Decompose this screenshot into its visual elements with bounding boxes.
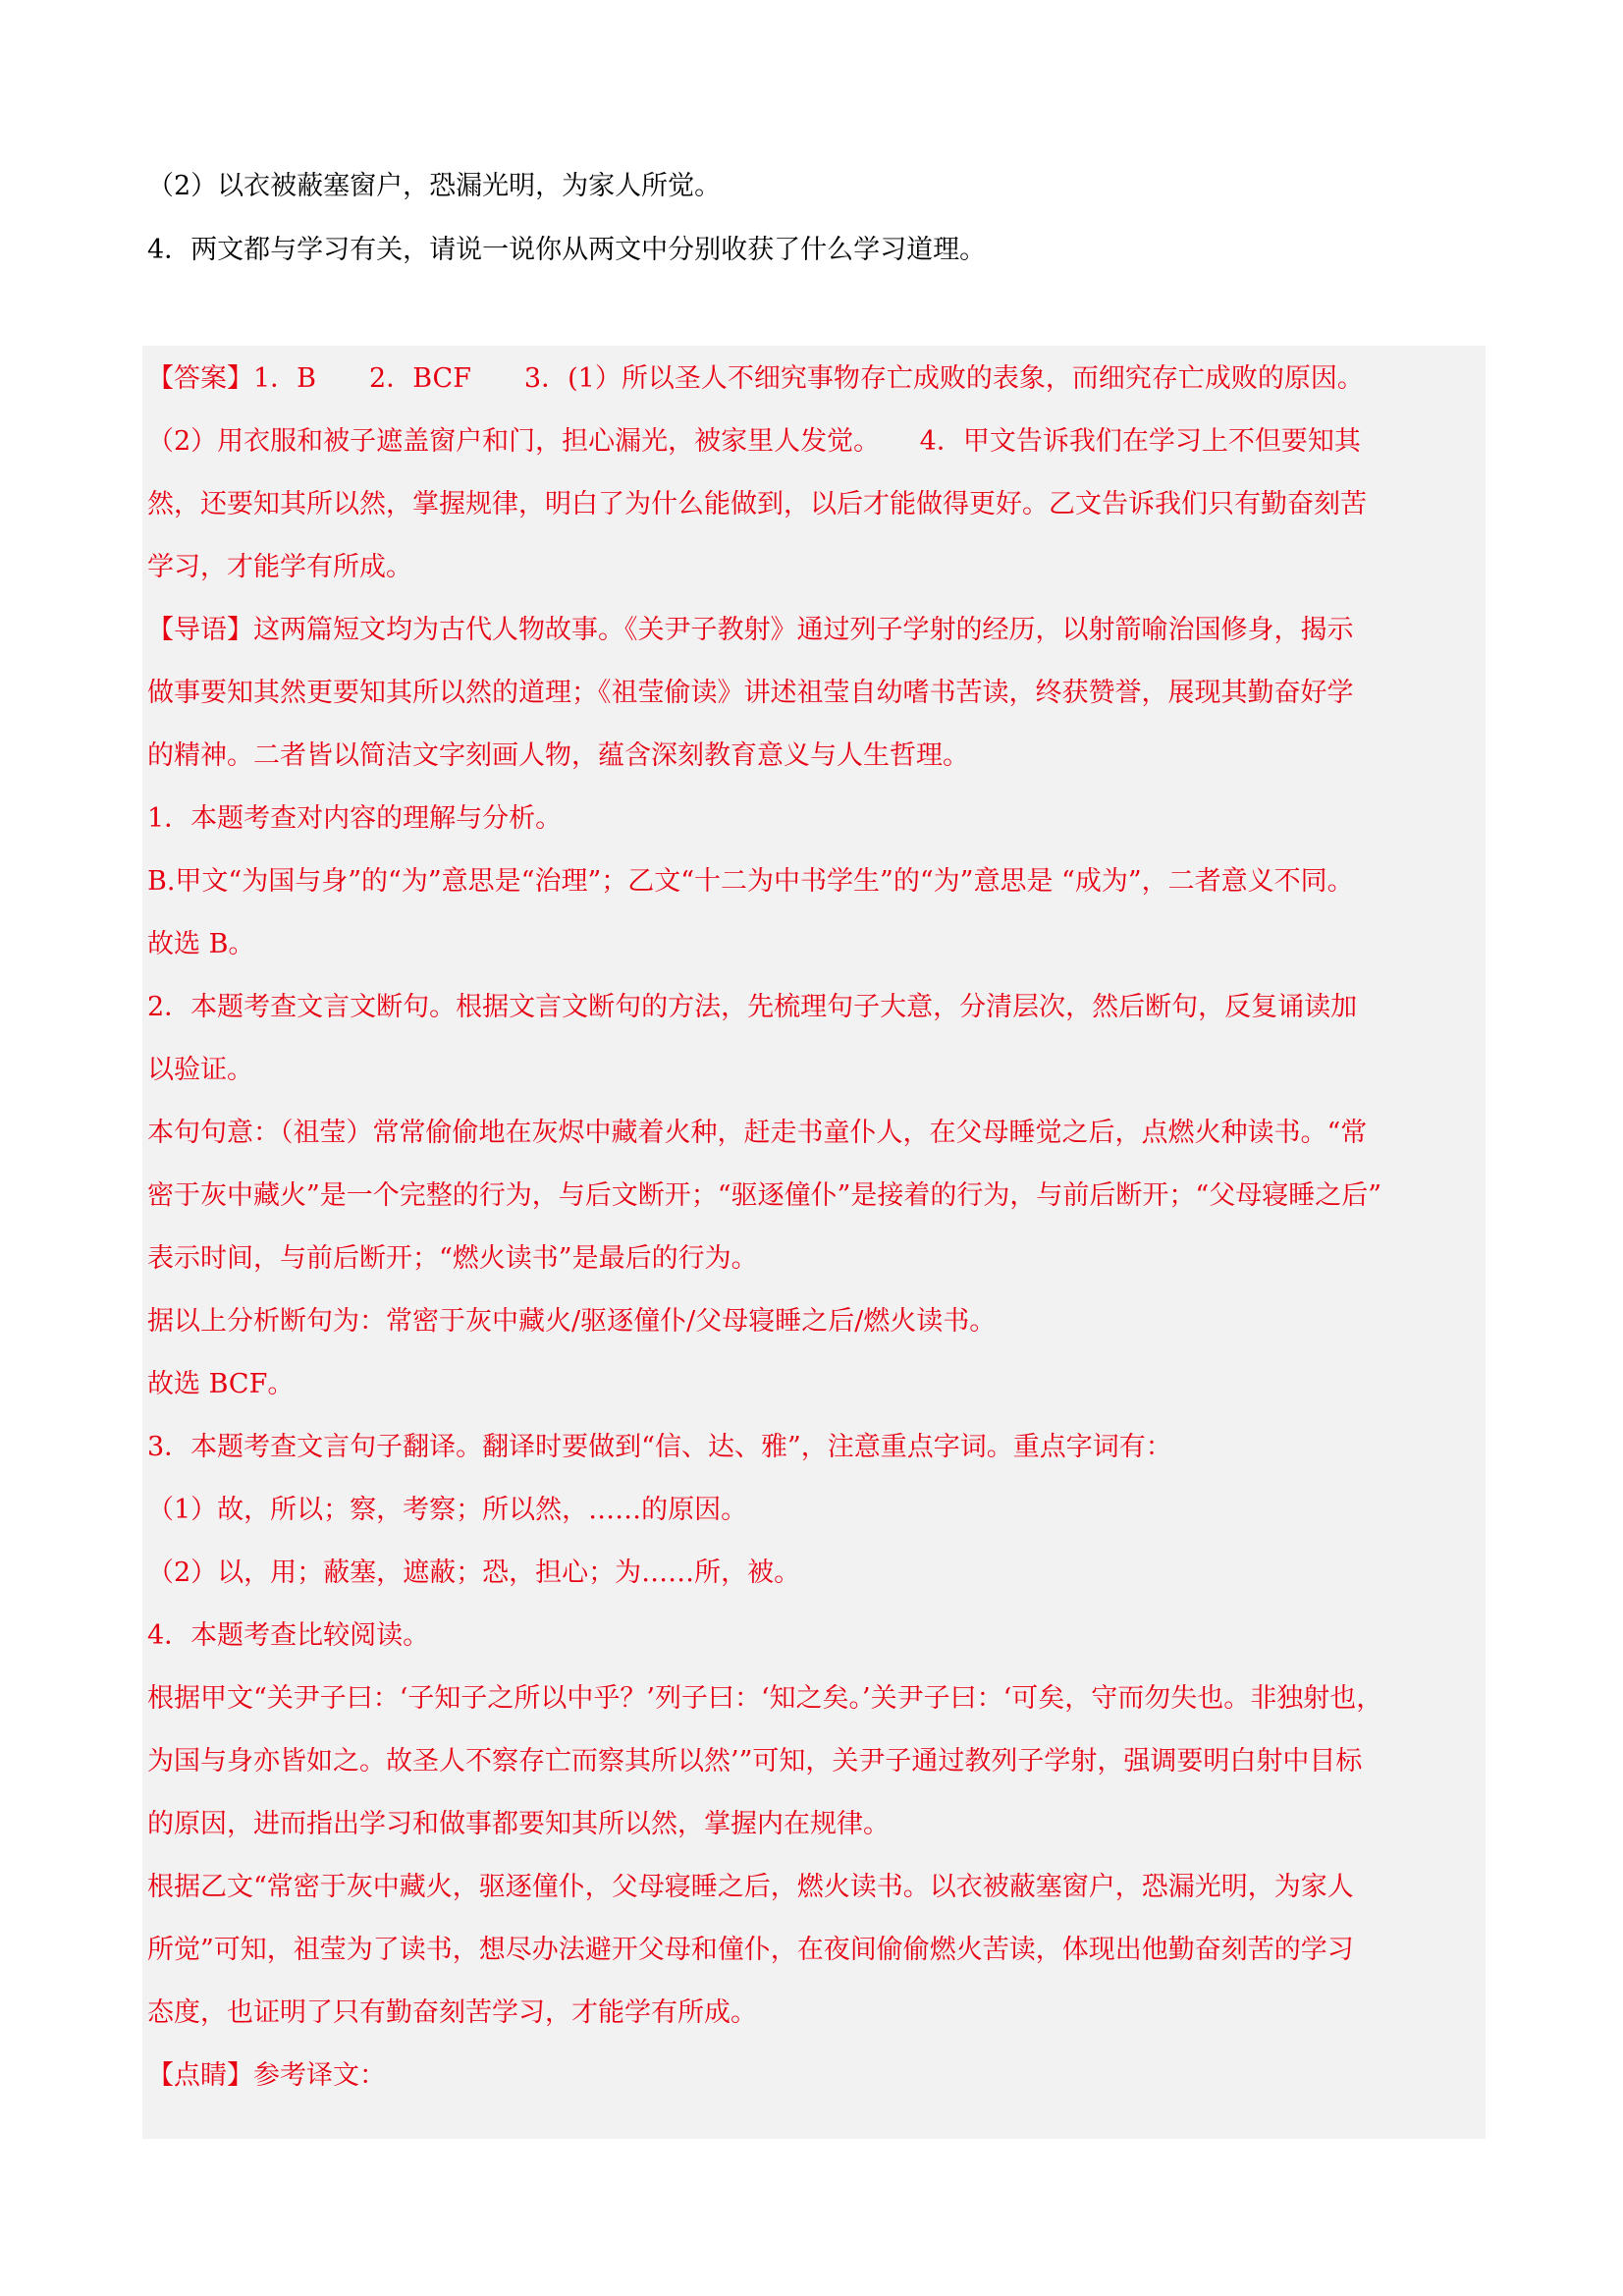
answer-line: 学习，才能学有所成。 (147, 552, 412, 582)
answer-line: 然，还要知其所以然，掌握规律，明白了为什么能做到，以后才能做得更好。乙文告诉我们只有勤奋刻苦 (147, 489, 1367, 519)
answer-line: B.甲文“为国与身”的“为”意思是“治理”；乙文“十二为中书学生”的“为”意思是 “成为”，二者意义不同。 (147, 866, 1354, 897)
question-4: 4．两文都与学习有关，请说一说你从两文中分别收获了什么学习道理。 (147, 235, 987, 265)
answer-line: 所觉”可知，祖莹为了读书，想尽办法避开父母和僮仆，在夜间偷偷燃火苦读，体现出他勤奋刻苦的学习 (147, 1935, 1354, 1965)
answer-line: 做事要知其然更要知其所以然的道理；《祖莹偷读》讲述祖莹自幼嗜书苦读，终获赞誉，展现其勤奋好学 (147, 678, 1354, 708)
answer-section (142, 346, 1486, 2139)
answer-line: （2）以，用；蔽塞，遮蔽；恐，担心；为……所，被。 (147, 1558, 801, 1588)
answer-line: 为国与身亦皆如之。故圣人不察存亡而察其所以然’”可知，关尹子通过教列子学射，强调要明白射中目标 (147, 1746, 1363, 1777)
answer-line: 根据乙文“常密于灰中藏火，驱逐僮仆，父母寝睡之后，燃火读书。以衣被蔽塞窗户，恐漏光明，为家人 (147, 1872, 1354, 1902)
answer-line: 表示时间，与前后断开；“燃火读书”是最后的行为。 (147, 1243, 758, 1274)
answer-line: 本句句意：（祖莹）常常偷偷地在灰烬中藏着火种，赶走书童仆人，在父母睡觉之后，点燃火种读书。“常 (147, 1118, 1368, 1148)
answer-line: 故选 BCF。 (147, 1369, 295, 1399)
answer-line: 2．本题考查文言文断句。根据文言文断句的方法，先梳理句子大意，分清层次，然后断句，反复诵读加 (147, 992, 1358, 1022)
answer-line: 态度，也证明了只有勤奋刻苦学习，才能学有所成。 (147, 1997, 757, 2028)
answer-line: 密于灰中藏火”是一个完整的行为，与后文断开；“驱逐僮仆”是接着的行为，与前后断开；“父母寝睡之后” (147, 1180, 1382, 1211)
answer-line: 【答案】1．B 2．BCF 3．(1）所以圣人不细究事物存亡成败的表象，而细究存亡成败的原因。 (147, 363, 1364, 394)
answer-line: 【导语】这两篇短文均为古代人物故事。《关尹子教射》通过列子学射的经历，以射箭喻治国修身，揭示 (147, 615, 1354, 645)
question-3-item-2: （2）以衣被蔽塞窗户，恐漏光明，为家人所觉。 (147, 171, 722, 201)
answer-line: 据以上分析断句为：常密于灰中藏火/驱逐僮仆/父母寝睡之后/燃火读书。 (147, 1306, 997, 1337)
answer-line: 3．本题考查文言句子翻译。翻译时要做到“信、达、雅”，注意重点字词。重点字词有： (147, 1432, 1172, 1462)
answer-line: 以验证。 (147, 1055, 253, 1085)
answer-line: （2）用衣服和被子遮盖窗户和门，担心漏光，被家里人发觉。 4．甲文告诉我们在学习上不但要知其 (147, 426, 1361, 457)
answer-line: 的精神。二者皆以简洁文字刻画人物，蕴含深刻教育意义与人生哲理。 (147, 740, 969, 771)
answer-line: 4．本题考查比较阅读。 (147, 1620, 430, 1651)
answer-line: 根据甲文“关尹子曰：‘子知子之所以中乎？’列子曰：‘知之矣。’关尹子曰：‘可矣，守而勿失也。非独射也， (147, 1683, 1383, 1714)
answer-line: 【点睛】参考译文： (147, 2060, 386, 2091)
answer-line: 的原因，进而指出学习和做事都要知其所以然，掌握内在规律。 (147, 1809, 890, 1839)
answer-line: 1．本题考查对内容的理解与分析。 (147, 803, 563, 834)
answer-line: 故选 B。 (147, 929, 255, 959)
answer-line: （1）故，所以；察，考察；所以然，……的原因。 (147, 1495, 748, 1525)
